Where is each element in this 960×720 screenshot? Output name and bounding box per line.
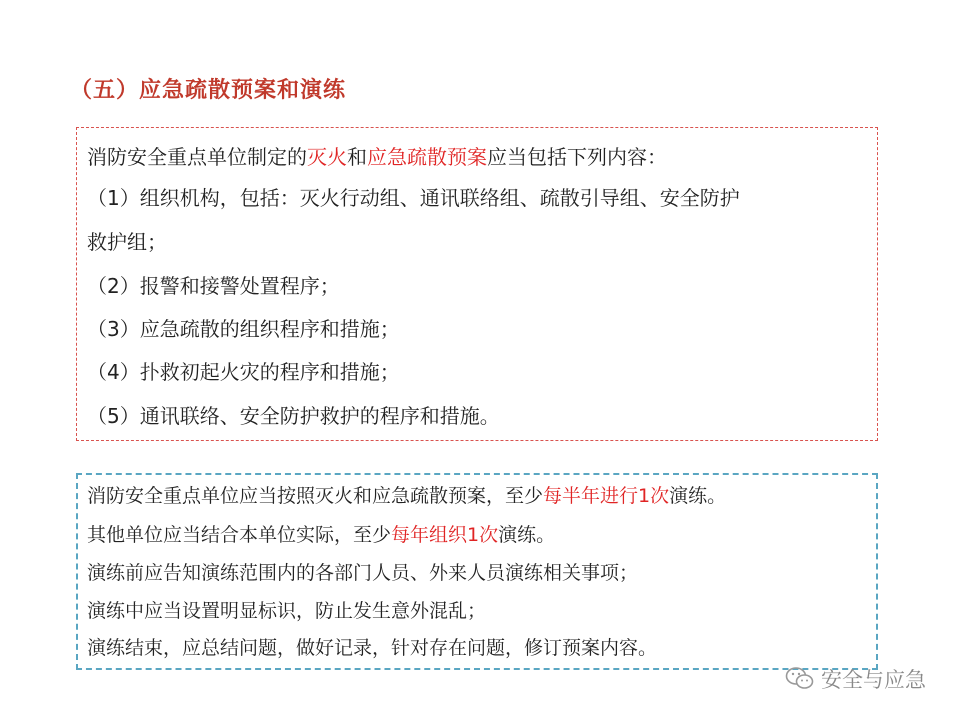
- highlight-evacuation-plan: 应急疏散预案: [367, 145, 487, 169]
- wechat-icon: [785, 666, 815, 692]
- plan-intro-line: 消防安全重点单位制定的灭火和应急疏散预案应当包括下列内容：: [87, 145, 667, 169]
- drill-line-3: 演练前应告知演练范围内的各部门人员、外来人员演练相关事项；: [87, 562, 639, 584]
- watermark: [785, 664, 926, 694]
- plan-item-4: （4）扑救初起火灾的程序和措施；: [87, 360, 400, 384]
- highlight-yearly: 每年组织1次: [391, 524, 499, 546]
- drill-line-5: 演练结束，应总结问题，做好记录，针对存在问题，修订预案内容。: [87, 637, 658, 659]
- plan-item-3: （3）应急疏散的组织程序和措施；: [87, 317, 400, 341]
- plan-item-1: （1）组织机构，包括：灭火行动组、通讯联络组、疏散引导组、安全防护: [87, 186, 740, 210]
- watermark-text: 安全与应急: [821, 668, 926, 692]
- highlight-fire-fighting: 灭火: [307, 145, 347, 169]
- plan-content-box: [76, 127, 878, 441]
- plan-item-1-cont: 救护组；: [87, 230, 167, 254]
- plan-item-5: （5）通讯联络、安全防护救护的程序和措施。: [87, 404, 500, 428]
- drill-line-2: 其他单位应当结合本单位实际，至少每年组织1次演练。: [87, 524, 556, 546]
- drill-line-1: 消防安全重点单位应当按照灭火和应急疏散预案，至少每半年进行1次演练。: [87, 485, 727, 507]
- drill-content-box: [76, 473, 878, 670]
- highlight-half-year: 每半年进行1次: [543, 485, 670, 507]
- drill-line-4: 演练中应当设置明显标识，防止发生意外混乱；: [87, 600, 487, 622]
- section-heading: （五）应急疏散预案和演练: [70, 78, 347, 103]
- plan-item-2: （2）报警和接警处置程序；: [87, 274, 340, 298]
